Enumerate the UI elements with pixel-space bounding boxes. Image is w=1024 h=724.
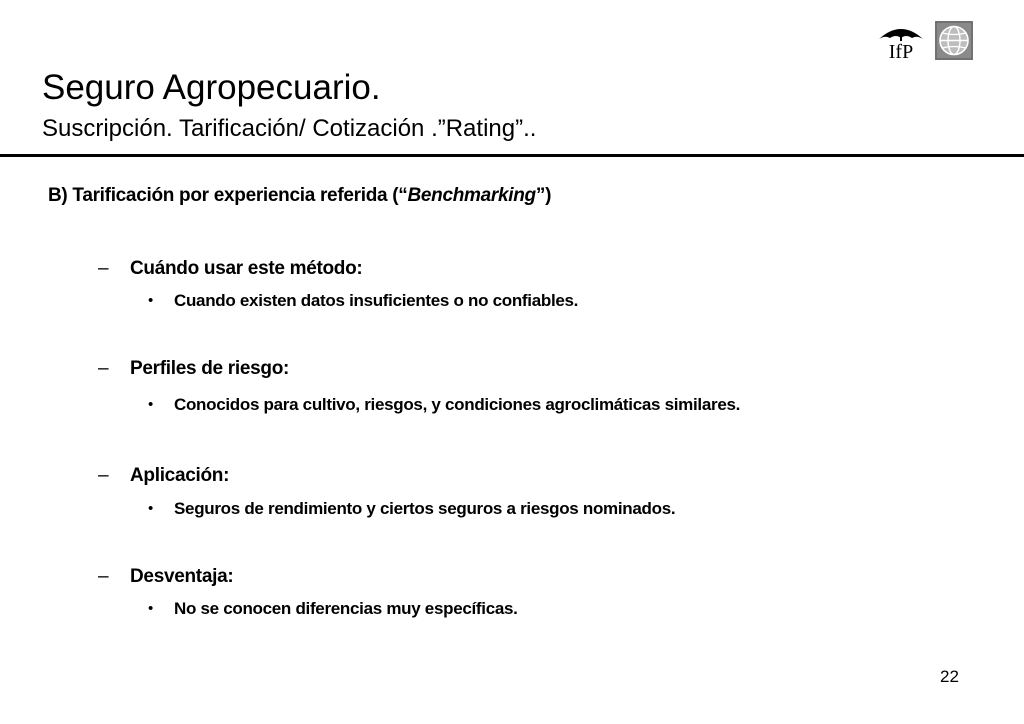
list-subitem: Conocidos para cultivo, riesgos, y condiciones agroclimáticas similares. — [174, 395, 741, 414]
heading-suffix: ”) — [535, 185, 552, 206]
list-subitem: No se conocen diferencias muy específicas. — [174, 599, 518, 618]
heading-emphasis: Benchmarking — [407, 185, 536, 206]
ifp-umbrella-logo — [876, 21, 926, 61]
list-subitem: Seguros de rendimiento y ciertos seguros a riesgos nominados. — [174, 499, 676, 518]
section-heading — [48, 184, 551, 208]
list-item-label: Cuándo usar este método: — [130, 258, 363, 279]
dash-marker: – — [98, 358, 109, 379]
svg-text:IfP: IfP — [888, 41, 914, 61]
heading-prefix: B) Tarificación por experiencia referida (“ — [48, 185, 408, 206]
page-number: 22 — [940, 667, 959, 686]
bullet-marker: • — [148, 396, 154, 413]
bullet-marker: • — [148, 500, 154, 517]
title-divider — [0, 154, 1024, 157]
list-item-label: Desventaja: — [130, 566, 234, 587]
dash-marker: – — [98, 258, 109, 279]
list-item-label: Perfiles de riesgo: — [130, 358, 290, 379]
slide-subtitle: Suscripción. Tarificación/ Cotización .”Rating”.. — [42, 115, 537, 142]
bullet-marker: • — [148, 600, 154, 617]
slide-title: Seguro Agropecuario. — [42, 68, 381, 107]
dash-marker: – — [98, 566, 109, 587]
list-item-label: Aplicación: — [130, 465, 230, 486]
bullet-marker: • — [148, 292, 154, 309]
dash-marker: – — [98, 465, 109, 486]
list-subitem: Cuando existen datos insuficientes o no confiables. — [174, 291, 579, 310]
world-bank-globe-logo — [935, 21, 973, 60]
